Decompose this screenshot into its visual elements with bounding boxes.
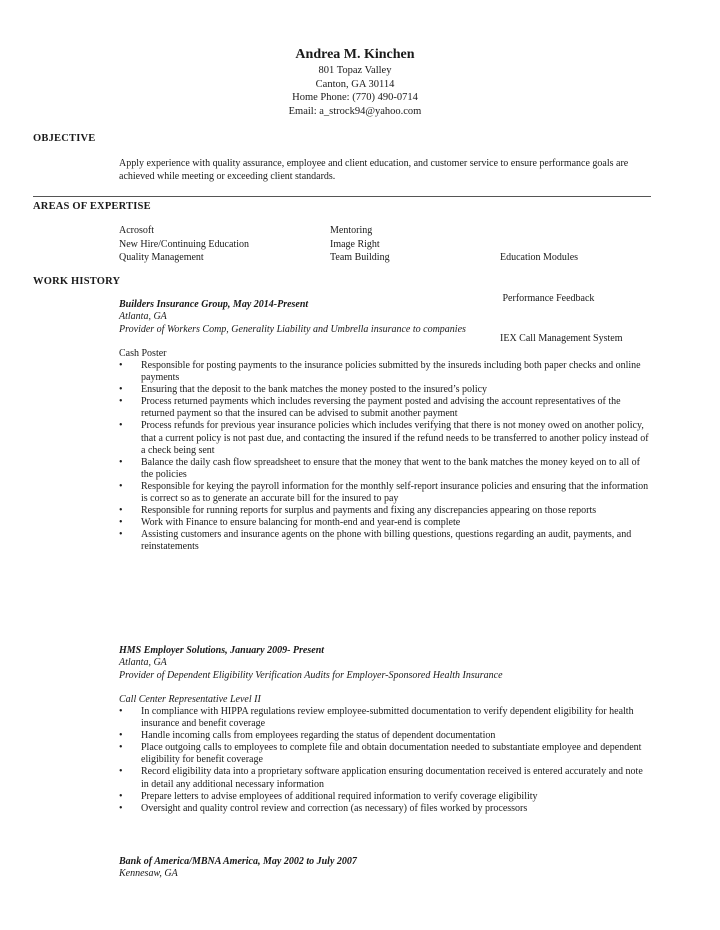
expertise-column-2	[330, 224, 390, 265]
candidate-name: Andrea M. Kinchen	[295, 47, 415, 62]
expertise-item: Education Modules	[500, 252, 579, 263]
duty-item: • Record eligibility data into a proprietary software application ensuring documentation received is entered accurately and note in detail any additional necessary information	[119, 766, 643, 790]
bullet-icon: •	[119, 360, 123, 371]
job-description: Provider of Dependent Eligibility Verification Audits for Employer-Sponsored Health Insurance	[119, 669, 503, 681]
section-divider	[33, 196, 651, 197]
expertise-item: New Hire/Continuing Education	[119, 238, 249, 250]
duty-item: • In compliance with HIPPA regulations review employee-submitted documentation to verify dependent eligibility for health insurance and benefit coverage	[119, 706, 634, 730]
home-phone: Home Phone: (770) 490-0714	[292, 92, 418, 103]
duty-item: • Process refunds for previous year insurance policies which includes verifying that there is not money owed on another policy, that a current policy is not past due, and contacting the insured if the refund needs to be transferred to another policy instead of a check being sent	[119, 420, 649, 456]
job-location: Kennesaw, GA	[119, 868, 178, 879]
job-entry	[119, 644, 649, 815]
job-entry	[119, 855, 649, 881]
job-entry	[119, 298, 649, 554]
duty-item: • Process returned payments which includes reversing the payment posted and advising the account representatives of the returned payment so that the insured can be advised to submit another payment	[119, 396, 621, 420]
job-company: Bank of America/MBNA America, May 2002 to July 2007	[119, 856, 357, 867]
address-line-2: Canton, GA 30114	[315, 78, 395, 90]
expertise-item: IEX Call Management System	[500, 333, 623, 344]
bullet-icon: •	[119, 420, 123, 432]
expertise-item: Image Right	[330, 238, 380, 250]
duty-item: • Responsible for posting payments to the insurance policies submitted by the insureds including both paper checks and online payments	[119, 360, 641, 384]
email: Email: a_strock94@yahoo.com	[288, 105, 422, 117]
bullet-icon: •	[119, 529, 123, 541]
bullet-icon: •	[119, 742, 123, 754]
job-duties	[119, 360, 649, 554]
job-duties	[119, 706, 649, 815]
address-line-1: 801 Topaz Valley	[318, 65, 392, 76]
job-role: Call Center Representative Level II	[119, 694, 261, 705]
job-location: Atlanta, GA	[119, 311, 167, 322]
duty-item: • Responsible for keying the payroll information for the monthly self-report insurance policies and ensuring that the information is correct so as to generate an accurate bill for the insured to pay	[119, 480, 649, 505]
duty-item: • Handle incoming calls from employees regarding the status of dependent documentation	[119, 730, 496, 742]
job-description: Provider of Workers Comp, Generality Liability and Umbrella insurance to companies	[119, 323, 466, 335]
job-company: Builders Insurance Group, May 2014-Present	[119, 299, 309, 310]
duty-item: • Oversight and quality control review and correction (as necessary) of files worked by processors	[119, 802, 528, 814]
bullet-icon: •	[119, 456, 123, 468]
bullet-icon: •	[119, 396, 123, 408]
expertise-column-1	[119, 224, 249, 265]
expertise-heading: AREAS OF EXPERTISE	[33, 201, 151, 212]
expertise-item: Acrosoft	[119, 225, 154, 236]
resume-header	[0, 46, 720, 118]
duty-item: • Prepare letters to advise employees of additional required information to verify coverage eligibility	[119, 790, 538, 802]
bullet-icon: •	[119, 730, 123, 742]
expertise-item: Performance Feedback	[500, 292, 595, 304]
duty-item: • Ensuring that the deposit to the bank matches the money posted to the insured’s policy	[119, 384, 488, 396]
duty-item: • Assisting customers and insurance agents on the phone with billing questions, questions regarding an audit, payments, and reinstatements	[119, 529, 632, 553]
bullet-icon: •	[119, 517, 123, 529]
bullet-icon: •	[119, 766, 123, 778]
bullet-icon: •	[119, 790, 123, 802]
bullet-icon: •	[119, 706, 123, 717]
expertise-item: Quality Management	[119, 252, 204, 263]
duty-item: • Responsible for running reports for surplus and payments and fixing any discrepancies appearing on those reports	[119, 505, 597, 517]
duty-item: • Place outgoing calls to employees to complete file and obtain documentation needed to substantiate employee and dependent eligibility for benefit coverage	[119, 742, 642, 766]
bullet-icon: •	[119, 505, 123, 517]
duty-item: • Balance the daily cash flow spreadsheet to ensure that the money that went to the bank matches the money keyed on to all of the policies	[119, 456, 641, 480]
job-company: HMS Employer Solutions, January 2009- Present	[119, 645, 325, 656]
expertise-item: Mentoring	[330, 225, 373, 236]
job-role: Cash Poster	[119, 348, 167, 359]
bullet-icon: •	[119, 802, 123, 814]
bullet-icon: •	[119, 480, 123, 492]
work-history-heading: WORK HISTORY	[33, 276, 121, 287]
duty-item: • Work with Finance to ensure balancing for month-end and year-end is complete	[119, 517, 461, 529]
job-location: Atlanta, GA	[119, 657, 167, 668]
objective-text: Apply experience with quality assurance, employee and client education, and customer service to ensure performance goals are achieved while meeting or exceeding client standards.	[119, 158, 629, 182]
objective-heading: OBJECTIVE	[33, 133, 96, 144]
bullet-icon: •	[119, 384, 123, 396]
expertise-item: Team Building	[330, 252, 390, 263]
